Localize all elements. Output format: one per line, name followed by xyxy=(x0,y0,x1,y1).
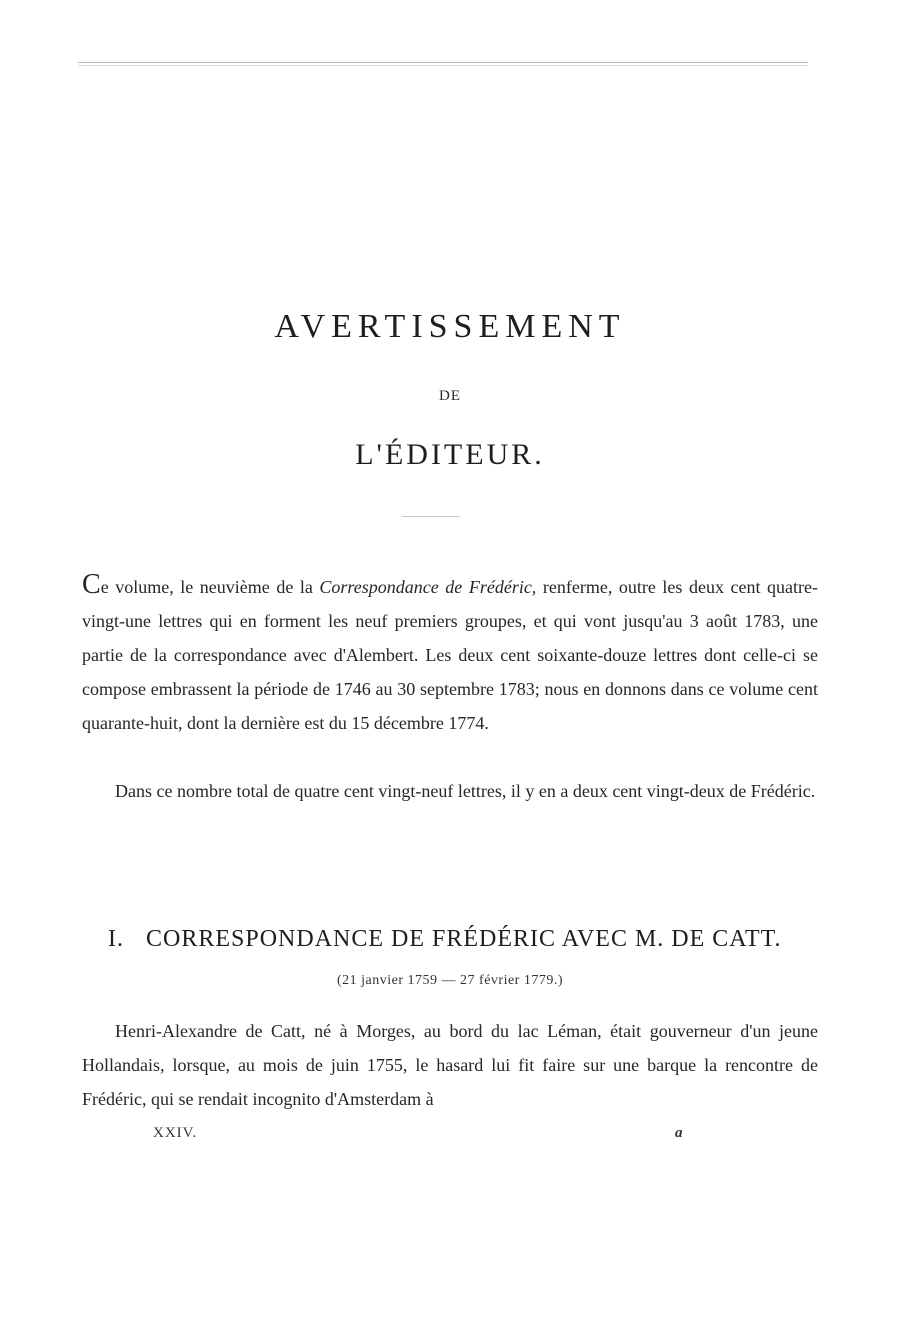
page-title: AVERTISSEMENT xyxy=(274,308,626,345)
intro-paragraph-1 xyxy=(82,570,818,740)
page-subtitle: L'ÉDITEUR. xyxy=(355,438,545,471)
intro-paragraph-2: Dans ce nombre total de quatre cent vingt-neuf lettres, il y en a deux cent vingt-deux de Frédéric. xyxy=(115,781,816,801)
signature-letter: a xyxy=(675,1125,683,1141)
ornament-rule xyxy=(402,516,460,517)
title-connector: DE xyxy=(439,388,461,404)
intro-paragraph-1-lead: e volume, le neuvième de la xyxy=(100,577,320,597)
intro-paragraph-1-work-title: Correspondance de Frédéric, xyxy=(319,577,537,597)
section-paragraph: Henri-Alexandre de Catt, né à Morges, au bord du lac Léman, était gouverneur d'un jeune Hollandais, lorsque, au mois de juin 1755, le hasard lui fit faire sur une barque la rencontre de Frédéric, qui se rendait incognito d'Amsterdam à xyxy=(82,1021,818,1109)
section-title: CORRESPONDANCE DE FRÉDÉRIC AVEC M. DE CATT. xyxy=(146,926,782,952)
drop-cap: C xyxy=(82,569,101,600)
page-signature: XXIV. xyxy=(153,1125,198,1141)
section-heading xyxy=(108,926,828,953)
section-dates: (21 janvier 1759 — 27 février 1779.) xyxy=(337,973,563,988)
intro-paragraph-1-rest: renferme, outre les deux cent quatre-vingt-une lettres qui en forment les neuf premiers groupes, et qui vont jusqu'au 3 août 1783, une partie de la correspondance avec d'Alembert. Les deux cent soixante-douze lettres dont celle-ci se compose embrassent la période de 1746 au 30 septembre 1783; nous en donnons dans ce volume cent quarante-huit, dont la dernière est du 15 décembre 1774. xyxy=(82,577,818,733)
top-rule xyxy=(78,62,808,66)
section-number: I. xyxy=(108,926,124,952)
